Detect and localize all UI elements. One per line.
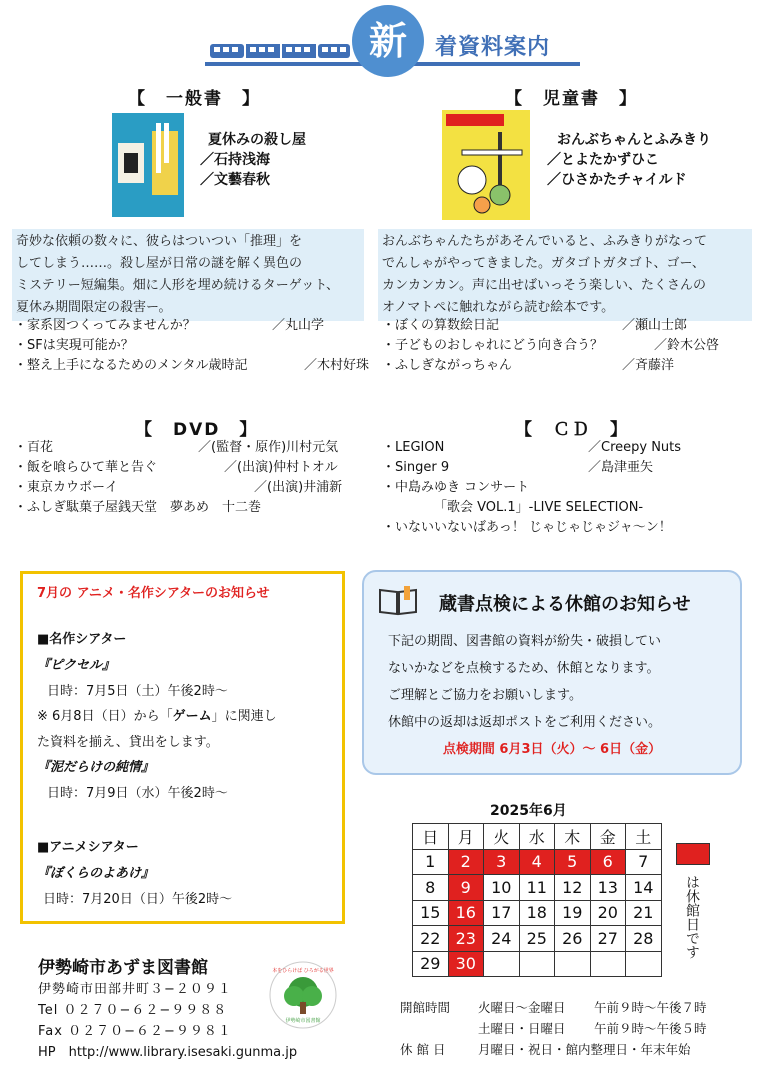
book-cover-general xyxy=(112,113,184,217)
calendar-day: 26 xyxy=(555,926,591,952)
list-item[interactable] xyxy=(14,356,374,376)
item-title: ・子どものおしゃれにどう向き合う？ xyxy=(382,338,604,353)
library-name: 伊勢崎市あずま図書館 xyxy=(38,958,208,978)
logo-slogan: 本をひらけば ひろがる世界 xyxy=(272,968,334,974)
calendar-day xyxy=(519,951,555,977)
calendar-day: 29 xyxy=(413,951,449,977)
dvd-list xyxy=(14,438,374,518)
list-item[interactable] xyxy=(382,336,752,356)
library-fax: Fax ０２７０−６２−９９８１ xyxy=(38,1024,232,1039)
item-title: ・飯を喰らひて華と告ぐ xyxy=(14,460,158,475)
calendar-day: 25 xyxy=(519,926,555,952)
library-tel: Tel ０２７０−６２−９９８８ xyxy=(38,1003,228,1018)
calendar-day: 18 xyxy=(519,900,555,926)
calendar-day: 10 xyxy=(484,875,520,901)
desc-line: おんぶちゃんたちがあそんでいると、ふみきりがなって xyxy=(382,234,708,249)
hours-label-open: 開館時間 xyxy=(400,1000,451,1015)
general-book-title: 夏休みの殺し屋 xyxy=(208,132,306,148)
item-author: ／Creepy Nuts xyxy=(588,440,682,455)
film-title: 『ピクセル』 xyxy=(37,658,116,673)
item-author: ／(監督・原作)川村元気 xyxy=(198,440,339,455)
closure-notice xyxy=(362,570,742,775)
item-author: ／丸山学 xyxy=(272,318,325,333)
general-book-author: ／石持浅海 xyxy=(200,152,270,168)
cd-list xyxy=(382,438,752,538)
weekday-header: 月 xyxy=(448,824,484,850)
meisaku-heading: ■名作シアター xyxy=(37,632,127,647)
calendar-day: 9 xyxy=(448,875,484,901)
library-homepage[interactable]: HP http://www.library.isesaki.gunma.jp xyxy=(38,1045,298,1060)
calendar-day: 13 xyxy=(590,875,626,901)
item-title: ・SFは実現可能か？ xyxy=(14,338,134,353)
children-book-title: おんぶちゃんとふみきり xyxy=(557,132,711,148)
calendar-day: 20 xyxy=(590,900,626,926)
theater-title: 7月の アニメ・名作シアターのお知らせ xyxy=(37,586,270,601)
theater-notice xyxy=(20,571,345,924)
calendar-day: 11 xyxy=(519,875,555,901)
item-title: ・LEGION xyxy=(382,440,445,455)
item-author: ／斉藤洋 xyxy=(622,358,675,373)
item-title: ・整え上手になるためのメンタル歳時記 xyxy=(14,358,248,373)
item-title: ・ふしぎながっちゃん xyxy=(382,358,513,373)
list-item[interactable] xyxy=(382,458,752,478)
item-title: ・Singer 9 xyxy=(382,460,450,475)
library-logo xyxy=(268,960,338,1030)
calendar-day: 15 xyxy=(413,900,449,926)
closed-day-legend: は休館日です xyxy=(684,875,700,959)
weekday-header: 日 xyxy=(413,824,449,850)
calendar-day: 2 xyxy=(448,849,484,875)
list-item[interactable] xyxy=(14,478,374,498)
calendar-day: 27 xyxy=(590,926,626,952)
closed-day-legend-swatch xyxy=(676,843,710,865)
list-item[interactable] xyxy=(382,356,752,376)
list-item[interactable] xyxy=(382,478,752,498)
calendar-day: 16 xyxy=(448,900,484,926)
list-item[interactable] xyxy=(382,316,752,336)
item-title: ・東京カウボーイ xyxy=(14,480,119,495)
children-book-info xyxy=(547,130,711,190)
book-icon xyxy=(378,584,418,616)
film-date: 日時：7月20日（日）午後2時〜 xyxy=(43,892,233,907)
weekday-header: 金 xyxy=(590,824,626,850)
library-address: 伊勢崎市田部井町３−２０９１ xyxy=(38,982,232,997)
calendar-day xyxy=(590,951,626,977)
cd-heading: 【 ＣＤ 】 xyxy=(515,420,629,440)
general-description xyxy=(12,229,364,321)
closure-line: 休館中の返却は返却ポストをご利用ください。 xyxy=(388,715,662,730)
calendar-day: 24 xyxy=(484,926,520,952)
weekday-header: 火 xyxy=(484,824,520,850)
closure-title: 蔵書点検による休館のお知らせ xyxy=(439,594,691,615)
closure-line: ないかなどを点検するため、休館となります。 xyxy=(388,661,660,676)
children-book-publisher: ／ひさかたチャイルド xyxy=(547,172,687,188)
film-title: 『ぼくらのよあけ』 xyxy=(37,866,155,881)
weekday-header: 木 xyxy=(555,824,591,850)
desc-line: オノマトペに触れながら読む絵本です。 xyxy=(382,300,615,315)
general-list xyxy=(14,316,374,376)
logo-name: 伊勢崎市図書館 xyxy=(285,1018,321,1024)
hours-weekday-days: 火曜日〜金曜日 xyxy=(478,1000,566,1015)
film-date: 日時：7月5日（土）午後2時〜 xyxy=(47,684,228,699)
desc-line: でんしゃがやってきました。ガタゴトガタゴト、ゴー、 xyxy=(382,256,705,271)
item-title: ・ぼくの算数絵日記 xyxy=(382,318,500,333)
item-author: ／鈴木公啓 xyxy=(654,338,720,353)
children-description xyxy=(378,229,752,321)
calendar-day xyxy=(484,951,520,977)
item-title: ・ふしぎ駄菓子屋銭天堂 夢あめ 十二巻 xyxy=(14,500,262,515)
children-heading: 【 児童書 】 xyxy=(505,89,638,109)
item-author: ／(出演)井浦新 xyxy=(254,480,343,495)
header-new-badge: 新 xyxy=(352,5,424,77)
calendar-title: 2025年6月 xyxy=(490,803,567,819)
list-item[interactable] xyxy=(14,458,374,478)
theater-note-cont: た資料を揃え、貸出をします。 xyxy=(37,735,219,750)
list-item[interactable] xyxy=(382,518,752,538)
item-title: ・家系図つくってみませんか？ xyxy=(14,318,196,333)
book-cover-children xyxy=(442,110,530,220)
calendar-day xyxy=(626,951,662,977)
weekday-header: 水 xyxy=(519,824,555,850)
calendar-day: 4 xyxy=(519,849,555,875)
calendar-day: 1 xyxy=(413,849,449,875)
theater-note: ※ 6月8日（日）から「ゲーム」に関連し xyxy=(37,709,277,724)
hours-closed-days: 月曜日・祝日・館内整理日・年末年始 xyxy=(478,1042,691,1057)
item-author: ／瀬山士郎 xyxy=(622,318,688,333)
calendar-day: 12 xyxy=(555,875,591,901)
header-title: 着資料案内 xyxy=(435,35,551,60)
children-book-author: ／とよたかずひこ xyxy=(547,152,659,168)
hours-weekday-time: 午前９時〜午後７時 xyxy=(594,1000,707,1015)
calendar-day: 5 xyxy=(555,849,591,875)
item-title: ・中島みゆき コンサート xyxy=(382,480,530,495)
train-icon xyxy=(210,42,350,60)
list-item[interactable] xyxy=(14,498,374,518)
closure-period: 点検期間 6月3日（火）〜 6日（金） xyxy=(442,742,662,757)
calendar-day: 8 xyxy=(413,875,449,901)
calendar-day: 14 xyxy=(626,875,662,901)
item-author: ／島津亜矢 xyxy=(588,460,654,475)
list-item[interactable] xyxy=(14,316,374,336)
hours-weekend-time: 午前９時〜午後５時 xyxy=(594,1021,707,1036)
calendar xyxy=(412,823,662,977)
list-item[interactable] xyxy=(382,438,752,458)
calendar-day: 22 xyxy=(413,926,449,952)
general-book-info xyxy=(200,130,306,190)
general-heading: 【 一般書 】 xyxy=(128,89,261,109)
calendar-day: 17 xyxy=(484,900,520,926)
desc-line: してしまう……。殺し屋が日常の謎を解く異色の xyxy=(16,256,303,271)
dvd-heading: 【 DVD 】 xyxy=(135,420,259,440)
calendar-day xyxy=(555,951,591,977)
desc-line: 奇妙な依頼の数々に、彼らはついつい「推理」を xyxy=(16,234,303,249)
list-item[interactable] xyxy=(14,336,374,356)
item-author: ／木村好珠 xyxy=(304,358,370,373)
calendar-day: 6 xyxy=(590,849,626,875)
film-date: 日時：7月9日（水）午後2時〜 xyxy=(47,786,228,801)
general-book-publisher: ／文藝春秋 xyxy=(200,172,270,188)
calendar-day: 28 xyxy=(626,926,662,952)
closure-line: ご理解とご協力をお願いします。 xyxy=(388,688,582,703)
item-title: ・百花 xyxy=(14,440,54,455)
anime-heading: ■アニメシアター xyxy=(37,840,139,855)
list-item[interactable] xyxy=(382,498,752,518)
list-item[interactable] xyxy=(14,438,374,458)
item-author: ／(出演)仲村トオル xyxy=(224,460,338,475)
calendar-day: 23 xyxy=(448,926,484,952)
calendar-day: 30 xyxy=(448,951,484,977)
item-title: ・いないいないばあっ！ じゃじゃじゃジャ〜ン！ xyxy=(382,520,672,535)
calendar-day: 19 xyxy=(555,900,591,926)
hours-label-closed: 休 館 日 xyxy=(400,1042,446,1057)
calendar-day: 21 xyxy=(626,900,662,926)
desc-line: ミステリー短編集。畑に人形を埋め続けるターゲット、 xyxy=(16,278,340,293)
desc-line: 夏休み期間限定の殺害ー。 xyxy=(16,300,172,315)
calendar-day: 3 xyxy=(484,849,520,875)
calendar-day: 7 xyxy=(626,849,662,875)
hours-weekend-days: 土曜日・日曜日 xyxy=(478,1021,566,1036)
film-title: 『泥だらけの純情』 xyxy=(37,760,155,775)
closure-line: 下記の期間、図書館の資料が紛失・破損してい xyxy=(388,634,662,649)
weekday-header: 土 xyxy=(626,824,662,850)
desc-line: カンカンカン。声に出せばいっそう楽しい、たくさんの xyxy=(382,278,706,293)
children-list xyxy=(382,316,752,376)
item-author: 「歌会 VOL.1」-LIVE SELECTION- xyxy=(434,500,644,515)
